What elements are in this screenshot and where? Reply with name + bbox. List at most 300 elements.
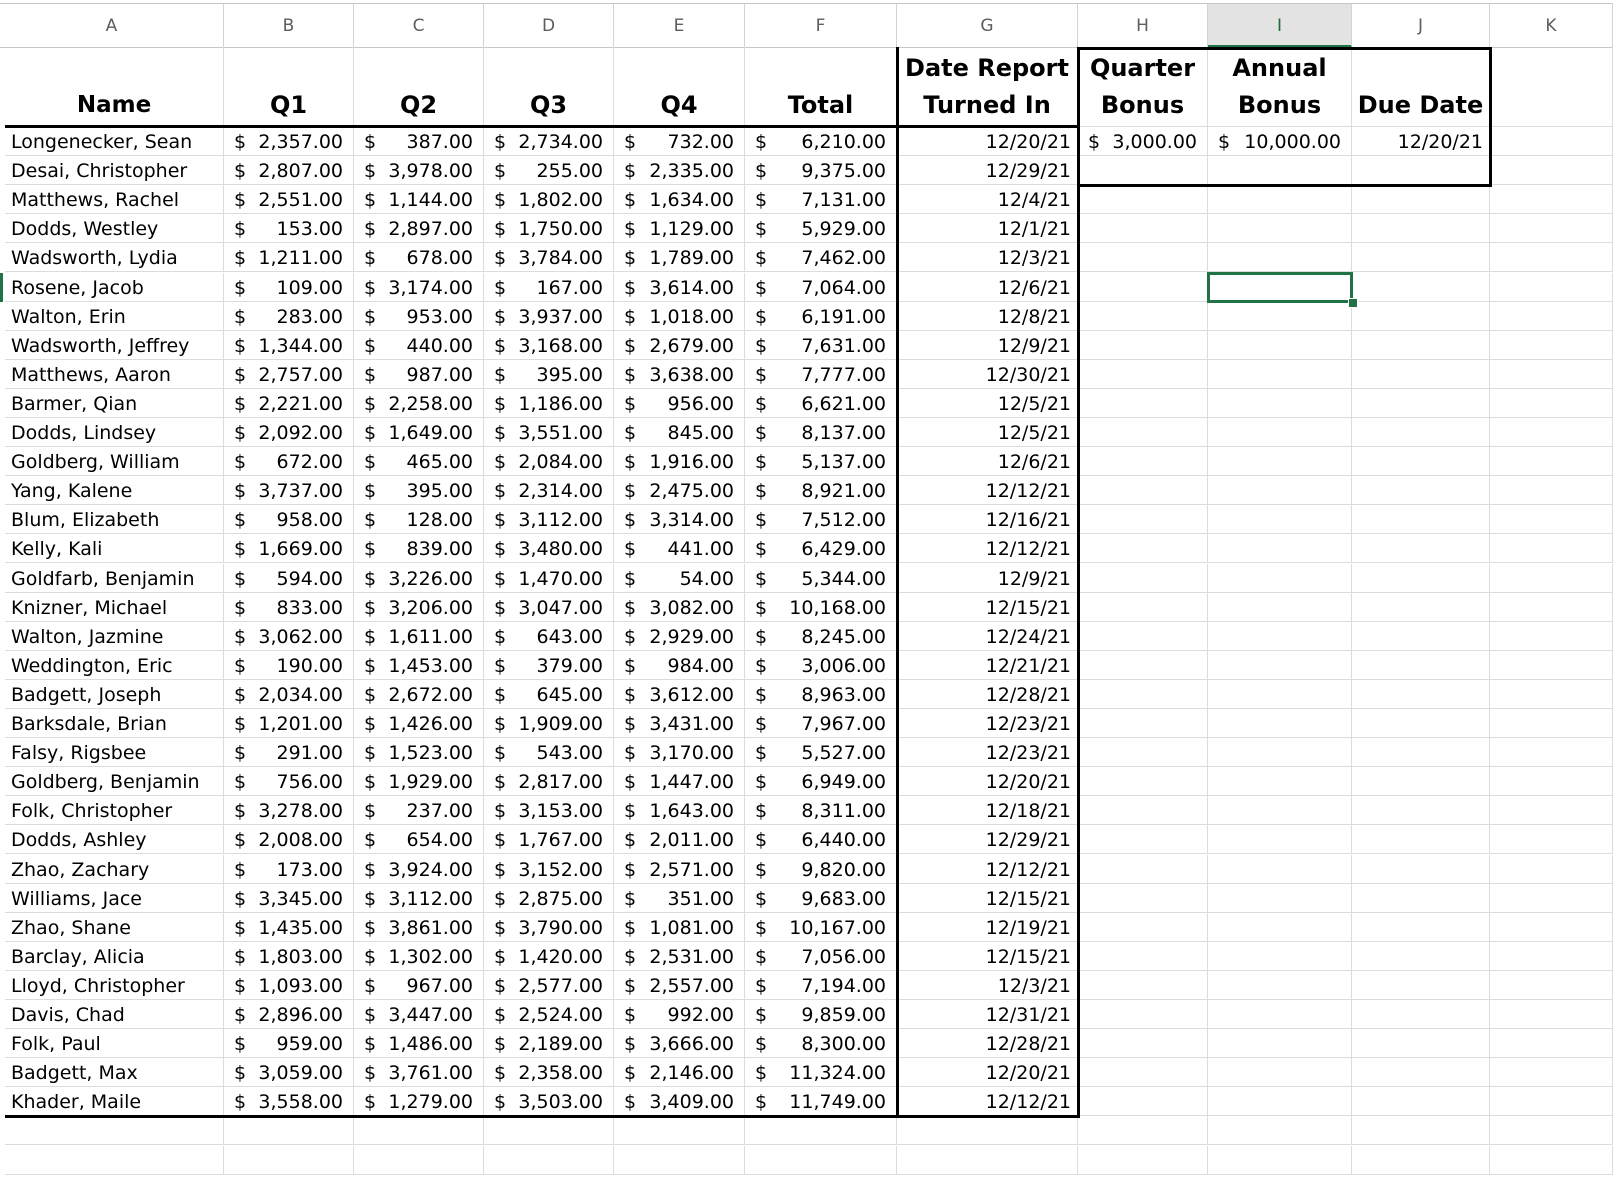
name-cell[interactable] [5,622,224,651]
name-cell[interactable] [5,273,224,302]
empty-cell[interactable] [1208,564,1352,593]
q4-cell[interactable] [614,156,745,185]
empty-cell[interactable] [1208,243,1352,272]
empty-cell[interactable] [1352,942,1490,971]
q1-cell[interactable] [224,651,354,680]
q1-cell[interactable] [224,884,354,913]
empty-cell[interactable] [1078,825,1208,854]
column-header-i[interactable]: I [1208,4,1352,48]
q1-cell[interactable] [224,243,354,272]
empty-cell[interactable] [1078,360,1208,389]
q2-cell[interactable] [354,302,484,331]
q2-cell[interactable] [354,825,484,854]
empty-cell[interactable] [1208,1000,1352,1029]
date-report-cell[interactable] [897,243,1078,272]
empty-cell[interactable] [1490,564,1613,593]
empty-cell[interactable] [1078,156,1208,185]
empty-cell[interactable] [1490,505,1613,534]
q1-cell[interactable] [224,622,354,651]
date-report-cell[interactable] [897,331,1078,360]
name-cell[interactable] [5,855,224,884]
q3-cell[interactable] [484,127,614,156]
q3-cell[interactable] [484,243,614,272]
empty-cell[interactable] [1078,680,1208,709]
empty-cell[interactable] [1078,1058,1208,1087]
empty-cell[interactable] [1490,447,1613,476]
q3-cell[interactable] [484,389,614,418]
q3-cell[interactable] [484,942,614,971]
q3-cell[interactable] [484,825,614,854]
q3-cell[interactable] [484,447,614,476]
empty-cell[interactable] [1352,243,1490,272]
empty-cell[interactable] [1490,1058,1613,1087]
q4-cell[interactable] [614,302,745,331]
empty-cell[interactable] [1078,534,1208,563]
q1-cell[interactable] [224,476,354,505]
empty-cell[interactable] [1078,185,1208,214]
total-cell[interactable] [745,767,897,796]
q4-cell[interactable] [614,855,745,884]
q2-cell[interactable] [354,214,484,243]
q1-cell[interactable] [224,796,354,825]
empty-cell[interactable] [1352,505,1490,534]
q4-cell[interactable] [614,942,745,971]
q3-cell[interactable] [484,971,614,1000]
name-cell[interactable] [5,185,224,214]
name-cell[interactable] [5,680,224,709]
due-date-cell[interactable] [1352,127,1490,156]
q3-cell[interactable] [484,534,614,563]
name-cell[interactable] [5,767,224,796]
empty-cell[interactable] [1078,331,1208,360]
q2-cell[interactable] [354,273,484,302]
empty-cell[interactable] [1352,564,1490,593]
empty-cell[interactable] [1078,214,1208,243]
empty-cell[interactable] [354,1116,484,1145]
date-report-cell[interactable] [897,942,1078,971]
empty-cell[interactable] [1490,185,1613,214]
empty-cell[interactable] [1078,447,1208,476]
empty-cell[interactable] [5,1146,224,1175]
q4-cell[interactable] [614,593,745,622]
total-cell[interactable] [745,796,897,825]
q1-cell[interactable] [224,1029,354,1058]
empty-cell[interactable] [1352,1146,1490,1175]
q2-cell[interactable] [354,971,484,1000]
q4-cell[interactable] [614,534,745,563]
date-report-cell[interactable] [897,855,1078,884]
cell-k1[interactable] [1490,47,1613,127]
total-cell[interactable] [745,243,897,272]
empty-cell[interactable] [1078,593,1208,622]
q3-cell[interactable] [484,214,614,243]
empty-cell[interactable] [1078,913,1208,942]
date-report-cell[interactable] [897,593,1078,622]
empty-cell[interactable] [1490,331,1613,360]
name-cell[interactable] [5,796,224,825]
empty-cell[interactable] [1490,360,1613,389]
empty-cell[interactable] [1352,389,1490,418]
header-date-report[interactable] [897,47,1078,127]
empty-cell[interactable] [1490,127,1613,156]
total-cell[interactable] [745,651,897,680]
empty-cell[interactable] [1208,971,1352,1000]
empty-cell[interactable] [1352,1000,1490,1029]
column-header-a[interactable]: A [0,4,224,48]
empty-cell[interactable] [1208,1029,1352,1058]
date-report-cell[interactable] [897,1087,1078,1116]
name-cell[interactable] [5,127,224,156]
empty-cell[interactable] [1078,1029,1208,1058]
total-cell[interactable] [745,564,897,593]
name-cell[interactable] [5,709,224,738]
empty-cell[interactable] [1078,971,1208,1000]
q1-cell[interactable] [224,1058,354,1087]
q2-cell[interactable] [354,1058,484,1087]
empty-cell[interactable] [1352,447,1490,476]
empty-cell[interactable] [1078,1000,1208,1029]
q2-cell[interactable] [354,796,484,825]
empty-cell[interactable] [1078,418,1208,447]
q3-cell[interactable] [484,302,614,331]
empty-cell[interactable] [1078,651,1208,680]
q4-cell[interactable] [614,447,745,476]
date-report-cell[interactable] [897,564,1078,593]
q3-cell[interactable] [484,738,614,767]
empty-cell[interactable] [5,1116,224,1145]
total-cell[interactable] [745,534,897,563]
empty-cell[interactable] [1490,1116,1613,1145]
q3-cell[interactable] [484,913,614,942]
empty-cell[interactable] [1352,476,1490,505]
column-header-d[interactable]: D [484,4,614,48]
q1-cell[interactable] [224,418,354,447]
empty-cell[interactable] [1208,331,1352,360]
header-q3[interactable] [484,47,614,127]
q2-cell[interactable] [354,942,484,971]
q2-cell[interactable] [354,1000,484,1029]
name-cell[interactable] [5,884,224,913]
empty-cell[interactable] [1352,855,1490,884]
q1-cell[interactable] [224,156,354,185]
empty-cell[interactable] [1352,1029,1490,1058]
total-cell[interactable] [745,913,897,942]
empty-cell[interactable] [1352,331,1490,360]
empty-cell[interactable] [1352,418,1490,447]
q2-cell[interactable] [354,447,484,476]
date-report-cell[interactable] [897,273,1078,302]
q4-cell[interactable] [614,243,745,272]
empty-cell[interactable] [1490,971,1613,1000]
empty-cell[interactable] [1208,651,1352,680]
q3-cell[interactable] [484,1087,614,1116]
empty-cell[interactable] [1490,302,1613,331]
date-report-cell[interactable] [897,534,1078,563]
q3-cell[interactable] [484,884,614,913]
empty-cell[interactable] [1490,622,1613,651]
total-cell[interactable] [745,302,897,331]
q3-cell[interactable] [484,796,614,825]
date-report-cell[interactable] [897,185,1078,214]
empty-cell[interactable] [1078,855,1208,884]
empty-cell[interactable] [1352,796,1490,825]
q4-cell[interactable] [614,796,745,825]
q2-cell[interactable] [354,185,484,214]
q3-cell[interactable] [484,680,614,709]
name-cell[interactable] [5,214,224,243]
empty-cell[interactable] [1208,767,1352,796]
q4-cell[interactable] [614,622,745,651]
empty-cell[interactable] [1352,302,1490,331]
q4-cell[interactable] [614,767,745,796]
empty-cell[interactable] [1490,389,1613,418]
date-report-cell[interactable] [897,738,1078,767]
total-cell[interactable] [745,127,897,156]
date-report-cell[interactable] [897,913,1078,942]
empty-cell[interactable] [224,1146,354,1175]
total-cell[interactable] [745,825,897,854]
q2-cell[interactable] [354,564,484,593]
q4-cell[interactable] [614,185,745,214]
date-report-cell[interactable] [897,971,1078,1000]
header-total[interactable] [745,47,897,127]
empty-cell[interactable] [1208,505,1352,534]
empty-cell[interactable] [1208,389,1352,418]
name-cell[interactable] [5,593,224,622]
total-cell[interactable] [745,738,897,767]
empty-cell[interactable] [1352,534,1490,563]
empty-cell[interactable] [1078,767,1208,796]
empty-cell[interactable] [1208,1087,1352,1116]
q2-cell[interactable] [354,651,484,680]
q4-cell[interactable] [614,651,745,680]
q3-cell[interactable] [484,709,614,738]
empty-cell[interactable] [1078,476,1208,505]
empty-cell[interactable] [1352,1058,1490,1087]
empty-cell[interactable] [354,1146,484,1175]
empty-cell[interactable] [1352,185,1490,214]
empty-cell[interactable] [1490,796,1613,825]
q1-cell[interactable] [224,127,354,156]
q1-cell[interactable] [224,1000,354,1029]
empty-cell[interactable] [1490,709,1613,738]
q3-cell[interactable] [484,1000,614,1029]
empty-cell[interactable] [1490,418,1613,447]
empty-cell[interactable] [1078,302,1208,331]
empty-cell[interactable] [1208,913,1352,942]
q3-cell[interactable] [484,505,614,534]
date-report-cell[interactable] [897,1058,1078,1087]
q4-cell[interactable] [614,1000,745,1029]
empty-cell[interactable] [1208,738,1352,767]
date-report-cell[interactable] [897,505,1078,534]
empty-cell[interactable] [1352,156,1490,185]
total-cell[interactable] [745,214,897,243]
name-cell[interactable] [5,942,224,971]
date-report-cell[interactable] [897,476,1078,505]
empty-cell[interactable] [1352,360,1490,389]
q3-cell[interactable] [484,418,614,447]
q4-cell[interactable] [614,418,745,447]
empty-cell[interactable] [1352,651,1490,680]
annual-bonus-cell[interactable] [1208,127,1352,156]
empty-cell[interactable] [1490,534,1613,563]
q3-cell[interactable] [484,855,614,884]
empty-cell[interactable] [745,1146,897,1175]
name-cell[interactable] [5,418,224,447]
q1-cell[interactable] [224,738,354,767]
q4-cell[interactable] [614,331,745,360]
name-cell[interactable] [5,971,224,1000]
name-cell[interactable] [5,156,224,185]
empty-cell[interactable] [1490,913,1613,942]
total-cell[interactable] [745,1000,897,1029]
total-cell[interactable] [745,389,897,418]
name-cell[interactable] [5,302,224,331]
empty-cell[interactable] [1490,942,1613,971]
q1-cell[interactable] [224,971,354,1000]
empty-cell[interactable] [1078,738,1208,767]
q4-cell[interactable] [614,913,745,942]
empty-cell[interactable] [1490,1000,1613,1029]
total-cell[interactable] [745,709,897,738]
total-cell[interactable] [745,476,897,505]
empty-cell[interactable] [1208,214,1352,243]
q2-cell[interactable] [354,418,484,447]
name-cell[interactable] [5,447,224,476]
total-cell[interactable] [745,360,897,389]
q2-cell[interactable] [354,767,484,796]
total-cell[interactable] [745,1087,897,1116]
header-annual-bonus[interactable] [1208,47,1352,127]
empty-cell[interactable] [745,1116,897,1145]
name-cell[interactable] [5,913,224,942]
empty-cell[interactable] [1078,796,1208,825]
total-cell[interactable] [745,884,897,913]
empty-cell[interactable] [1352,1116,1490,1145]
empty-cell[interactable] [1352,593,1490,622]
date-report-cell[interactable] [897,127,1078,156]
q2-cell[interactable] [354,884,484,913]
q2-cell[interactable] [354,1087,484,1116]
empty-cell[interactable] [1208,855,1352,884]
q4-cell[interactable] [614,389,745,418]
name-cell[interactable] [5,825,224,854]
q4-cell[interactable] [614,214,745,243]
column-header-g[interactable]: G [897,4,1078,48]
column-header-b[interactable]: B [224,4,354,48]
empty-cell[interactable] [1078,1087,1208,1116]
header-q2[interactable] [354,47,484,127]
q4-cell[interactable] [614,1058,745,1087]
date-report-cell[interactable] [897,302,1078,331]
q3-cell[interactable] [484,331,614,360]
total-cell[interactable] [745,505,897,534]
name-cell[interactable] [5,534,224,563]
date-report-cell[interactable] [897,360,1078,389]
quarter-bonus-cell[interactable] [1078,127,1208,156]
empty-cell[interactable] [1490,884,1613,913]
empty-cell[interactable] [1208,273,1352,302]
empty-cell[interactable] [1078,884,1208,913]
empty-cell[interactable] [1208,884,1352,913]
q4-cell[interactable] [614,1087,745,1116]
name-cell[interactable] [5,738,224,767]
empty-cell[interactable] [1078,564,1208,593]
total-cell[interactable] [745,622,897,651]
empty-cell[interactable] [224,1116,354,1145]
date-report-cell[interactable] [897,418,1078,447]
date-report-cell[interactable] [897,884,1078,913]
date-report-cell[interactable] [897,651,1078,680]
empty-cell[interactable] [1490,243,1613,272]
empty-cell[interactable] [1352,680,1490,709]
total-cell[interactable] [745,156,897,185]
empty-cell[interactable] [1490,738,1613,767]
q3-cell[interactable] [484,476,614,505]
empty-cell[interactable] [1208,1058,1352,1087]
total-cell[interactable] [745,593,897,622]
q4-cell[interactable] [614,709,745,738]
q2-cell[interactable] [354,360,484,389]
empty-cell[interactable] [1352,709,1490,738]
date-report-cell[interactable] [897,1000,1078,1029]
empty-cell[interactable] [1078,505,1208,534]
q4-cell[interactable] [614,564,745,593]
date-report-cell[interactable] [897,622,1078,651]
empty-cell[interactable] [1078,1116,1208,1145]
q2-cell[interactable] [354,709,484,738]
column-header-c[interactable]: C [354,4,484,48]
total-cell[interactable] [745,447,897,476]
q1-cell[interactable] [224,185,354,214]
q1-cell[interactable] [224,273,354,302]
empty-cell[interactable] [1208,418,1352,447]
empty-cell[interactable] [1352,767,1490,796]
q2-cell[interactable] [354,156,484,185]
q1-cell[interactable] [224,447,354,476]
empty-cell[interactable] [1490,593,1613,622]
q1-cell[interactable] [224,855,354,884]
total-cell[interactable] [745,942,897,971]
q2-cell[interactable] [354,680,484,709]
q2-cell[interactable] [354,127,484,156]
empty-cell[interactable] [1208,302,1352,331]
empty-cell[interactable] [1352,825,1490,854]
name-cell[interactable] [5,1000,224,1029]
empty-cell[interactable] [1352,913,1490,942]
q3-cell[interactable] [484,593,614,622]
q1-cell[interactable] [224,214,354,243]
header-q1[interactable] [224,47,354,127]
name-cell[interactable] [5,360,224,389]
column-header-j[interactable]: J [1352,4,1490,48]
q1-cell[interactable] [224,942,354,971]
header-quarter-bonus[interactable] [1078,47,1208,127]
q2-cell[interactable] [354,855,484,884]
q4-cell[interactable] [614,505,745,534]
empty-cell[interactable] [1078,942,1208,971]
date-report-cell[interactable] [897,709,1078,738]
empty-cell[interactable] [1208,622,1352,651]
empty-cell[interactable] [1078,1146,1208,1175]
empty-cell[interactable] [1208,447,1352,476]
q2-cell[interactable] [354,1029,484,1058]
name-cell[interactable] [5,476,224,505]
empty-cell[interactable] [1490,156,1613,185]
empty-cell[interactable] [1208,185,1352,214]
column-header-f[interactable]: F [745,4,897,48]
